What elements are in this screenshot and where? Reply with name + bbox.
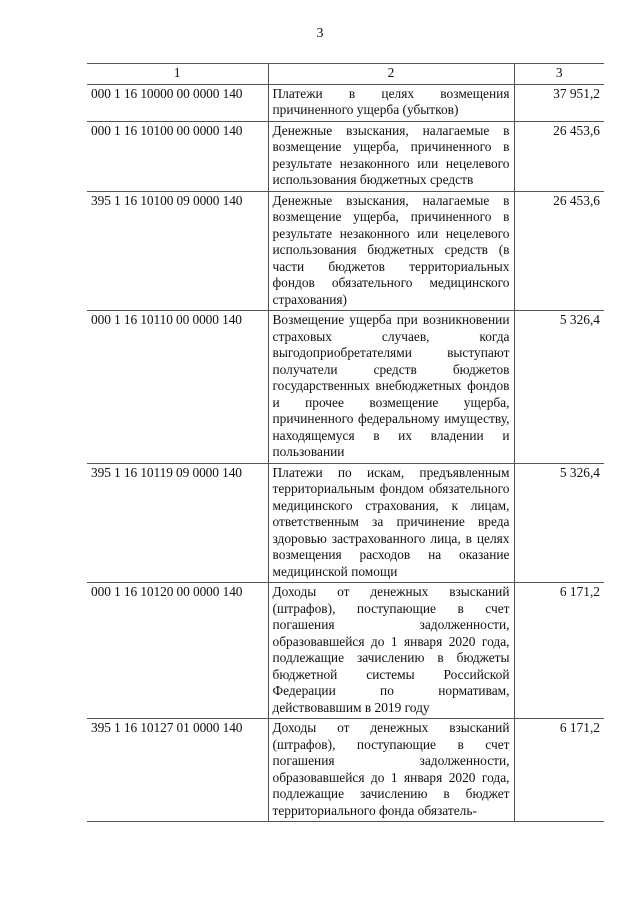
row-code: 000 1 16 10000 00 0000 140 bbox=[87, 84, 268, 121]
column-header-code: 1 bbox=[87, 64, 268, 85]
row-code: 395 1 16 10100 09 0000 140 bbox=[87, 191, 268, 311]
row-amount: 5 326,4 bbox=[514, 463, 604, 583]
row-code: 000 1 16 10110 00 0000 140 bbox=[87, 311, 268, 464]
row-name: Платежи в целях возмещения причиненного ущерба (убытков) bbox=[268, 84, 514, 121]
row-amount: 5 326,4 bbox=[514, 311, 604, 464]
budget-revenue-table bbox=[87, 63, 604, 822]
table-row bbox=[87, 121, 604, 191]
row-amount: 37 951,2 bbox=[514, 84, 604, 121]
row-name: Платежи по искам, предъявленным территориальным фондом обязательного медицинского страхования, к лицам, ответственным за причинение вреда здоровью застрахованного лица, в целях возмещения расходов на оказание медицинской помощи bbox=[268, 463, 514, 583]
table-row bbox=[87, 463, 604, 583]
row-name: Денежные взыскания, налагаемые в возмещение ущерба, причиненного в результате незаконного или нецелевого использования бюджетных средств (в части бюджетов территориальных фондов обязательного медицинского страхования) bbox=[268, 191, 514, 311]
row-name: Денежные взыскания, налагаемые в возмещение ущерба, причиненного в результате незаконного или нецелевого использования бюджетных средств bbox=[268, 121, 514, 191]
row-code: 000 1 16 10100 00 0000 140 bbox=[87, 121, 268, 191]
table-row bbox=[87, 719, 604, 822]
row-amount: 6 171,2 bbox=[514, 719, 604, 822]
row-amount: 6 171,2 bbox=[514, 583, 604, 719]
column-header-amount: 3 bbox=[514, 64, 604, 85]
row-amount: 26 453,6 bbox=[514, 191, 604, 311]
table-row bbox=[87, 311, 604, 464]
table-row bbox=[87, 191, 604, 311]
row-name: Возмещение ущерба при возникновении страховых случаев, когда выгодоприобретателями выступают получатели средств бюджетов государственных внебюджетных фондов и прочее возмещение ущерба, причиненного федеральному имуществу, находящемуся в их владении и пользовании bbox=[268, 311, 514, 464]
row-amount: 26 453,6 bbox=[514, 121, 604, 191]
row-code: 395 1 16 10119 09 0000 140 bbox=[87, 463, 268, 583]
row-code: 000 1 16 10120 00 0000 140 bbox=[87, 583, 268, 719]
table-header-row bbox=[87, 64, 604, 85]
table-row bbox=[87, 583, 604, 719]
page-number: 3 bbox=[316, 26, 324, 41]
row-name: Доходы от денежных взысканий (штрафов), поступающие в счет погашения задолженности, образовавшейся до 1 января 2020 года, подлежащие зачислению в бюджет территориального фонда обязатель- bbox=[268, 719, 514, 822]
table-row bbox=[87, 84, 604, 121]
column-header-name: 2 bbox=[268, 64, 514, 85]
row-name: Доходы от денежных взысканий (штрафов), поступающие в счет погашения задолженности, образовавшейся до 1 января 2020 года, подлежащие зачислению в бюджеты бюджетной системы Российской Федерации по нормативам, действовавшим в 2019 году bbox=[268, 583, 514, 719]
row-code: 395 1 16 10127 01 0000 140 bbox=[87, 719, 268, 822]
